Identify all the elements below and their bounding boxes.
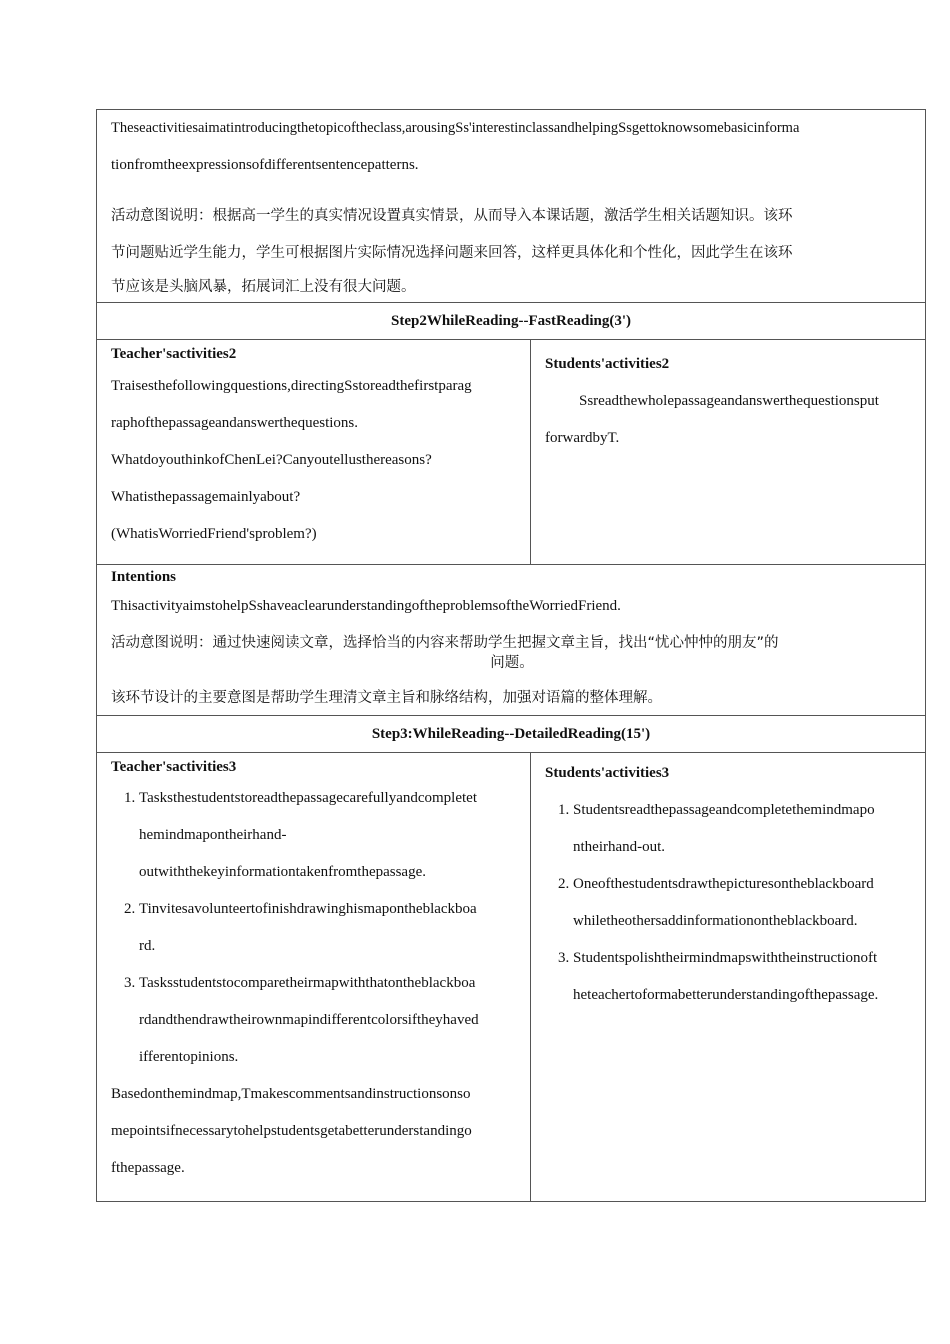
teacher-activities-3-list <box>111 780 518 1076</box>
step2-intentions-cell <box>97 565 926 716</box>
teacher-comment-line: fthepassage. <box>111 1160 185 1176</box>
list-item-line: whiletheothersaddinformationontheblackboard. <box>573 913 858 929</box>
students-activities-2-cell <box>531 340 926 565</box>
list-item-line: ntheirhand-out. <box>573 839 666 855</box>
students-activities-3-title: Students'activities3 <box>545 765 670 781</box>
list-item-line: heteachertoformabetterunderstandingofthepassage. <box>573 987 879 1003</box>
list-item-line: 2. Oneofthestudentsdrawthepicturesontheblackboard <box>573 876 874 892</box>
step3-activities-row <box>97 753 926 1202</box>
list-item <box>139 965 518 1076</box>
step2-activities-row <box>97 340 926 565</box>
students-activity-line: forwardbyT. <box>545 430 620 446</box>
step2-intentions-row <box>97 565 926 716</box>
step2-header-row <box>97 303 926 340</box>
intentions-cn-paragraph <box>111 625 913 673</box>
teacher-question-line: Whatisthepassagemainlyabout? <box>111 489 301 505</box>
teacher-activities-3-title: Teacher'sactivities3 <box>111 759 237 775</box>
intentions-cn-line: 活动意图说明：根据高一学生的真实情况设置真实情景，从而导入本课话题，激活学生相关话题知识。该环 <box>111 208 793 224</box>
list-item-line: rd. <box>139 938 156 954</box>
step3-header-row <box>97 716 926 753</box>
teacher-activities-3-cell <box>97 753 531 1202</box>
teacher-activity-line: raphofthepassageandanswerthequestions. <box>111 415 359 431</box>
list-item <box>573 940 913 1014</box>
list-item <box>573 792 913 866</box>
step1-intentions-row <box>97 110 926 303</box>
list-item-line: outwiththekeyinformationtakenfromthepassage. <box>139 864 426 880</box>
list-item-line: 3. Studentspolishtheirmindmapswiththeinstructionoft <box>573 950 878 966</box>
teacher-comment-line: Basedonthemindmap,Tmakescommentsandinstructionsonso <box>111 1086 471 1102</box>
list-item-line: rdandthendrawtheirownmapindifferentcolorsiftheyhaved <box>139 1012 479 1028</box>
teacher-question-line: WhatdoyouthinkofChenLei?Canyoutellusthereasons? <box>111 452 432 468</box>
intentions-cn-line: 节问题贴近学生能力，学生可根据图片实际情况选择问题来回答，这样更具体化和个性化，因此学生在该环 <box>111 245 793 261</box>
step2-title: Step2WhileReading--FastReading(3') <box>97 303 926 340</box>
intentions-en-line: Theseactivitiesaimatintroducingthetopicoftheclass,arousingSs'interestinclassandhelpingSsgettoknowsomebasicinforma <box>111 120 800 136</box>
students-activity-line: Ssreadthewholepassageandanswerthequestionsput <box>579 393 879 409</box>
intentions-cn-line: 该环节设计的主要意图是帮助学生理清文章主旨和脉络结构，加强对语篇的整体理解。 <box>111 690 662 706</box>
step3-title: Step3:WhileReading--DetailedReading(15') <box>97 716 926 753</box>
step1-intentions-cell <box>97 110 926 303</box>
intentions-cn-line: 活动意图说明：通过快速阅读文章，选择恰当的内容来帮助学生把握文章主旨，找出“忧心忡忡的朋友”的 <box>111 635 779 651</box>
lesson-plan-table <box>96 109 926 1202</box>
intentions-title: Intentions <box>111 569 177 585</box>
list-item <box>139 780 518 891</box>
list-item <box>573 866 913 940</box>
teacher-comment-line: mepointsifnecessarytohelpstudentsgetabetterunderstandingo <box>111 1123 472 1139</box>
intentions-cn-line: 节应该是头脑风暴，拓展词汇上没有很大问题。 <box>111 279 416 295</box>
list-item-line: hemindmapontheirhand- <box>139 827 287 843</box>
students-activities-2-title: Students'activities2 <box>545 356 670 372</box>
teacher-activities-2-title: Teacher'sactivities2 <box>111 346 237 362</box>
list-item-line: ifferentopinions. <box>139 1049 239 1065</box>
list-item-line: 1. Tasksthestudentstoreadthepassagecarefullyandcompletet <box>139 790 477 806</box>
list-item-line: 1. Studentsreadthepassageandcompletethemindmapo <box>573 802 875 818</box>
list-item-line: 3. Tasksstudentstocomparetheirmapwiththatontheblackboa <box>139 975 476 991</box>
teacher-activity-line: Traisesthefollowingquestions,directingSstoreadthefirstparag <box>111 378 472 394</box>
students-activities-3-cell <box>531 753 926 1202</box>
teacher-activities-2-cell <box>97 340 531 565</box>
intentions-en-line: ThisactivityaimstohelpSshaveaclearunderstandingoftheproblemsoftheWorriedFriend. <box>111 598 621 614</box>
list-item-line: 2. Tinvitesavolunteertofinishdrawinghismapontheblackboa <box>139 901 477 917</box>
intentions-cn-line-cont: 问题。 <box>490 655 534 671</box>
intentions-en-line: tionfromtheexpressionsofdifferentsentencepatterns. <box>111 157 419 173</box>
teacher-question-line: (WhatisWorriedFriend'sproblem?) <box>111 526 317 542</box>
students-activities-3-list <box>545 792 913 1014</box>
list-item <box>139 891 518 965</box>
